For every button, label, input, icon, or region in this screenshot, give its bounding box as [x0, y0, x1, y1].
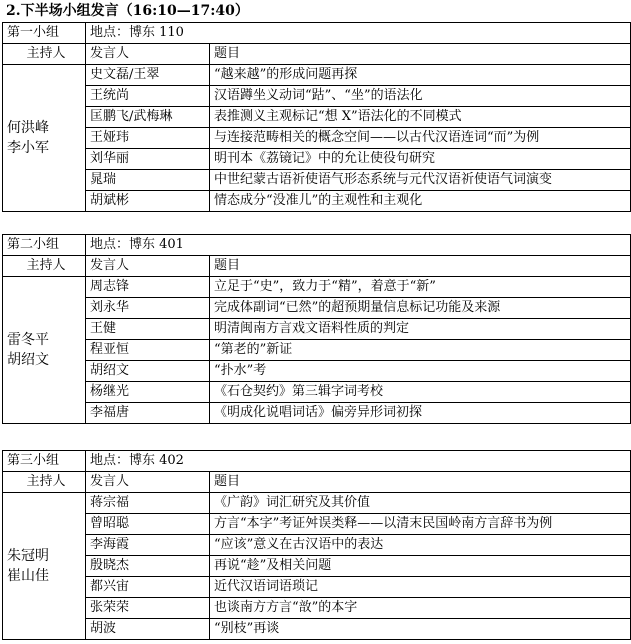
table-row	[3, 514, 631, 535]
speaker-cell: 刘华丽	[86, 149, 210, 170]
group-1-table	[2, 22, 631, 212]
group-name: 第一小组	[3, 23, 86, 44]
column-header-row	[3, 44, 631, 65]
speaker-cell: 胡斌彬	[86, 191, 210, 212]
topic-cell: 也谈南方方言“敨”的本字	[210, 598, 631, 619]
table-row	[3, 340, 631, 361]
table-row	[3, 361, 631, 382]
topic-cell: 《明成化说唱词话》偏旁异形词初探	[210, 403, 631, 424]
host-header: 主持人	[3, 44, 86, 65]
group-name: 第二小组	[3, 235, 86, 256]
table-row	[3, 403, 631, 424]
speaker-cell: 刘永华	[86, 298, 210, 319]
table-row	[3, 493, 631, 514]
host-name: 何洪峰	[7, 120, 49, 136]
host-header: 主持人	[3, 256, 86, 277]
table-row	[3, 128, 631, 149]
speaker-cell: 匡鹏飞/武梅琳	[86, 107, 210, 128]
table-row	[3, 107, 631, 128]
table-row	[3, 382, 631, 403]
topic-cell: 明刊本《荔镜记》中的允让使役句研究	[210, 149, 631, 170]
host-name: 胡绍文	[7, 352, 49, 368]
table-row	[3, 319, 631, 340]
topic-cell: 汉语蹲坐义动词“跍”、“坐”的语法化	[210, 86, 631, 107]
speaker-cell: 蒋宗福	[86, 493, 210, 514]
table-row	[3, 191, 631, 212]
host-header: 主持人	[3, 472, 86, 493]
table-row	[3, 556, 631, 577]
group-2-table	[2, 234, 631, 424]
speaker-header: 发言人	[86, 256, 210, 277]
speaker-cell: 都兴宙	[86, 577, 210, 598]
column-header-row	[3, 256, 631, 277]
speaker-cell: 殷晓杰	[86, 556, 210, 577]
table-row	[3, 535, 631, 556]
group-location: 地点：博东 401	[86, 235, 631, 256]
topic-cell: 完成体副词“已然”的超预期量信息标记功能及来源	[210, 298, 631, 319]
speaker-cell: 晁瑞	[86, 170, 210, 191]
topic-cell: 立足于“史”，致力于“精”，着意于“新”	[210, 277, 631, 298]
speaker-cell: 周志锋	[86, 277, 210, 298]
topic-cell: “应该”意义在古汉语中的表达	[210, 535, 631, 556]
group-title-row	[3, 23, 631, 44]
topic-cell: 情态成分“没准儿”的主观性和主观化	[210, 191, 631, 212]
topic-cell: 再说“趁”及相关问题	[210, 556, 631, 577]
speaker-cell: 曾昭聪	[86, 514, 210, 535]
speaker-header: 发言人	[86, 472, 210, 493]
table-row	[3, 598, 631, 619]
speaker-cell: 史文磊/王翠	[86, 65, 210, 86]
topic-cell: 方言“本字”考证舛误类释——以清末民国岭南方言辞书为例	[210, 514, 631, 535]
speaker-cell: 王统尚	[86, 86, 210, 107]
topic-cell: 明清闽南方言戏文语料性质的判定	[210, 319, 631, 340]
speaker-cell: 李海霞	[86, 535, 210, 556]
group-title-row	[3, 235, 631, 256]
topic-header: 题目	[210, 44, 631, 65]
topic-cell: “第老的”新证	[210, 340, 631, 361]
table-row	[3, 298, 631, 319]
topic-cell: “别枝”再谈	[210, 619, 631, 640]
table-row	[3, 577, 631, 598]
table-row	[3, 86, 631, 107]
topic-cell: 《广韵》词汇研究及其价值	[210, 493, 631, 514]
speaker-cell: 王娅玮	[86, 128, 210, 149]
host-name: 李小军	[7, 140, 49, 156]
topic-cell: 中世纪蒙古语祈使语气形态系统与元代汉语祈使语气词演变	[210, 170, 631, 191]
topic-cell: 表推测义主观标记“想 X”语法化的不同模式	[210, 107, 631, 128]
topic-cell: “扑水”考	[210, 361, 631, 382]
speaker-cell: 胡绍文	[86, 361, 210, 382]
speaker-cell: 李福唐	[86, 403, 210, 424]
speaker-cell: 程亚恒	[86, 340, 210, 361]
host-name: 崔山佳	[7, 568, 49, 584]
host-name: 朱冠明	[7, 548, 49, 564]
group-title-row	[3, 451, 631, 472]
speaker-header: 发言人	[86, 44, 210, 65]
topic-header: 题目	[210, 256, 631, 277]
topic-cell: “越来越”的形成问题再探	[210, 65, 631, 86]
host-cell	[3, 65, 86, 212]
table-row	[3, 149, 631, 170]
group-location: 地点：博东 110	[86, 23, 631, 44]
topic-cell: 近代汉语词语琐记	[210, 577, 631, 598]
host-name: 雷冬平	[7, 332, 49, 348]
table-row	[3, 619, 631, 640]
speaker-cell: 张荣荣	[86, 598, 210, 619]
speaker-cell: 杨继光	[86, 382, 210, 403]
table-row	[3, 65, 631, 86]
group-3-table	[2, 450, 631, 640]
topic-cell: 《石仓契约》第三辑字词考校	[210, 382, 631, 403]
topic-cell: 与连接范畴相关的概念空间——以古代汉语连词“而”为例	[210, 128, 631, 149]
section-heading: 2.下半场小组发言（16:10—17:40）	[6, 3, 249, 19]
group-location: 地点：博东 402	[86, 451, 631, 472]
speaker-cell: 王健	[86, 319, 210, 340]
column-header-row	[3, 472, 631, 493]
table-row	[3, 277, 631, 298]
speaker-cell: 胡波	[86, 619, 210, 640]
topic-header: 题目	[210, 472, 631, 493]
table-row	[3, 170, 631, 191]
group-name: 第三小组	[3, 451, 86, 472]
host-cell	[3, 277, 86, 424]
host-cell	[3, 493, 86, 640]
